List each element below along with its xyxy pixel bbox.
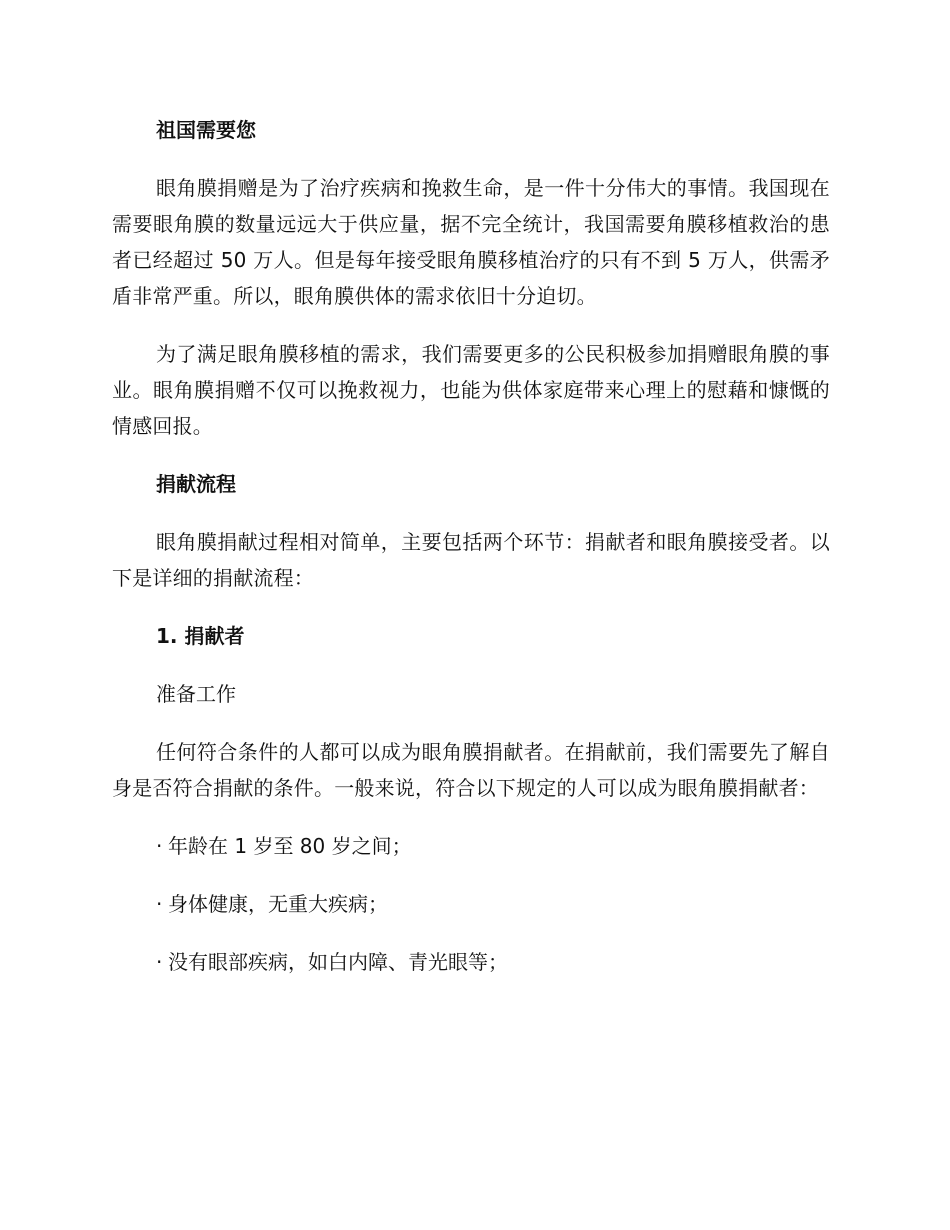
paragraph-demand: 眼角膜捐赠是为了治疗疾病和挽救生命，是一件十分伟大的事情。我国现在需要眼角膜的数量远远大于供应量，据不完全统计，我国需要角膜移植救治的患者已经超过 50 万人。但是每年接受眼角膜移植治疗的只有不到 5 万人，供需矛盾非常严重。所以，眼角膜供体的需求依旧十分迫切。 (112, 176, 830, 308)
paragraph-preparation: 任何符合条件的人都可以成为眼角膜捐献者。在捐献前，我们需要先了解自身是否符合捐献的条件。一般来说，符合以下规定的人可以成为眼角膜捐献者： (112, 740, 830, 800)
list-item-criterion-health (112, 886, 830, 922)
paragraph-process-intro: 眼角膜捐献过程相对简单，主要包括两个环节：捐献者和眼角膜接受者。以下是详细的捐献流程： (112, 530, 830, 590)
subheading-preparation: 准备工作 (156, 682, 236, 706)
criterion-text: 年龄在 1 岁至 80 岁之间； (168, 834, 412, 858)
list-item-criterion-age (112, 828, 830, 864)
subsection-title-donor: 1. 捐献者 (156, 624, 245, 648)
list-item-criterion-eyes (112, 944, 830, 980)
bullet-glyph: · (156, 950, 163, 974)
criterion-text: 没有眼部疾病，如白内障、青光眼等； (168, 950, 508, 974)
section-title-homeland: 祖国需要您 (156, 118, 256, 142)
bullet-glyph: · (156, 892, 163, 916)
criterion-text: 身体健康，无重大疾病； (168, 892, 388, 916)
bullet-glyph: · (156, 834, 163, 858)
paragraph-call-to-action: 为了满足眼角膜移植的需求，我们需要更多的公民积极参加捐赠眼角膜的事业。眼角膜捐赠不仅可以挽救视力，也能为供体家庭带来心理上的慰藉和慷慨的情感回报。 (112, 342, 830, 438)
section-title-process: 捐献流程 (156, 472, 236, 496)
